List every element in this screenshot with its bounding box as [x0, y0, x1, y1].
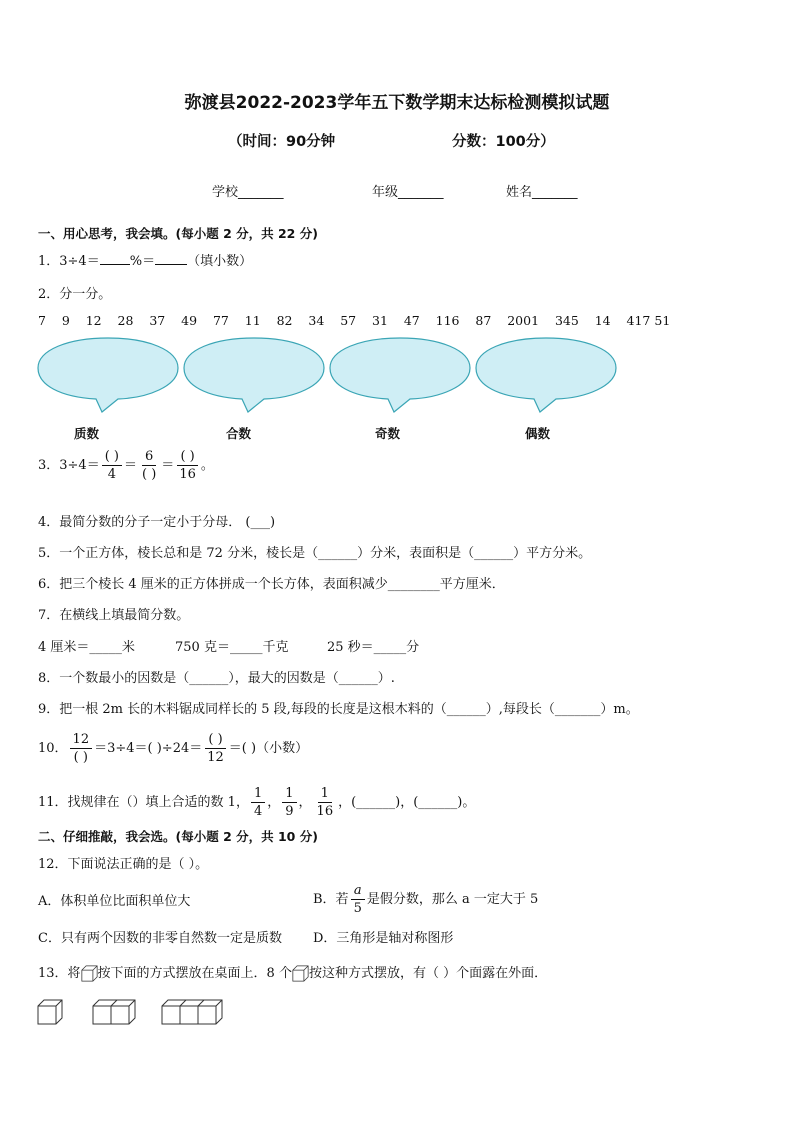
number-item: 34: [308, 313, 325, 328]
number-item: 9: [61, 313, 70, 328]
q3-equals-2: ＝: [161, 458, 175, 473]
q12-optb-fraction: [351, 882, 365, 917]
exam-score: 分数：100分）: [452, 134, 555, 150]
q3-num-2: 6: [142, 448, 156, 466]
q7-item-c: 25 秒＝_____分: [327, 640, 420, 655]
q13-text-a: 13．将: [38, 966, 81, 981]
number-item: 12: [85, 313, 102, 328]
bubble-odd[interactable]: [330, 338, 470, 412]
q11-end: ，(______)，(______)。: [338, 795, 476, 810]
q10-blank-den-1[interactable]: ( ): [73, 750, 88, 765]
q3-den-1: 4: [107, 467, 116, 482]
q12-option-d[interactable]: D．三角形是轴对称图形: [313, 931, 454, 946]
question-4: 4．最简分数的分子一定小于分母． (___): [38, 515, 276, 530]
q10-fraction-2: [204, 731, 227, 766]
q3-prefix: 3．3÷4＝: [38, 458, 100, 473]
number-item: 345: [554, 313, 579, 328]
number-item: 49: [181, 313, 198, 328]
q2-bubbles: [30, 330, 630, 420]
q3-fraction-3: [176, 448, 199, 483]
question-7: 7．在横线上填最简分数。: [38, 608, 190, 623]
q12-optb-num: a: [351, 882, 365, 900]
q11-num-1: 1: [251, 785, 265, 803]
q11-num-3: 1: [318, 785, 332, 803]
bubble-composite[interactable]: [184, 338, 324, 412]
number-item: 51: [654, 313, 671, 328]
q3-blank-num-3[interactable]: ( ): [177, 448, 197, 466]
q10-blank-num-2[interactable]: ( ): [205, 731, 225, 749]
cube-arrangement-2: [93, 1000, 135, 1024]
label-odd: 奇数: [375, 426, 401, 441]
question-11: 11．找规律在（）填上合适的数 1， $\frac{1}{4}$ ， $\frac{1}{9}$ ， $\frac{1}{16}$ ，(______)，(______)。: [38, 786, 476, 819]
number-item: 116: [435, 313, 460, 328]
number-item: 57: [340, 313, 357, 328]
q7-item-b: 750 克＝_____千克: [175, 640, 289, 655]
q3-blank-den-2[interactable]: ( ): [142, 467, 157, 482]
q1-text-a: 1．3÷4＝: [38, 254, 100, 269]
q10-num-1: 12: [70, 731, 93, 749]
section2-heading: 二、仔细推敲，我会选。(每小题 2 分，共 10 分): [38, 829, 318, 844]
q3-blank-num-1[interactable]: ( ): [102, 448, 122, 466]
number-item: 31: [372, 313, 388, 328]
section1-heading: 一、用心思考，我会填。(每小题 2 分，共 22 分): [38, 226, 318, 241]
label-even: 偶数: [525, 426, 551, 441]
number-item: 82: [276, 313, 293, 328]
q11-fraction-3: [314, 785, 337, 820]
grade-field: 年级_______: [372, 185, 444, 200]
question-5: 5．一个正方体，棱长总和是 72 分米，棱长是（______）分米，表面积是（______）平方分米。: [38, 546, 592, 561]
question-9: 9．把一根 2m 长的木料锯成同样长的 5 段,每段的长度是这根木料的（______）,每段长（_______）m。: [38, 702, 639, 717]
q11-fraction-2: [282, 785, 296, 820]
q7-item-a: 4 厘米＝_____米: [38, 640, 135, 655]
q12-optb-suffix: 是假分数，那么 a 一定大于 5: [366, 892, 539, 907]
q11-den-1: 4: [253, 804, 263, 819]
number-item: 77: [212, 313, 229, 328]
q11-prefix: 11．找规律在（）填上合适的数 1，: [38, 795, 249, 810]
question-10: [38, 731, 308, 766]
q11-num-2: 1: [282, 785, 296, 803]
question-13: [38, 962, 547, 982]
question-8: 8．一个数最小的因数是（______），最大的因数是（______）.: [38, 671, 395, 686]
question-12: 12．下面说法正确的是（ ）。: [38, 857, 209, 872]
q13-text-b: 按下面的方式摆放在桌面上．8 个: [97, 966, 292, 981]
q10-fraction-1: [70, 731, 93, 766]
q3-fraction-2: [139, 448, 159, 483]
number-item: 11: [244, 313, 261, 328]
q3-equals: ＝: [124, 458, 138, 473]
q13-text-c: 按这种方式摆放，有（ ）个面露在外面．: [308, 966, 548, 981]
school-field: 学校_______: [212, 185, 284, 200]
q3-end: 。: [200, 458, 214, 473]
q12-option-c[interactable]: C．只有两个因数的非零自然数一定是质数: [38, 931, 282, 946]
bubble-prime[interactable]: [38, 338, 178, 412]
name-field: 姓名_______: [506, 185, 578, 200]
question-1: [38, 250, 252, 269]
question-6: 6．把三个棱长 4 厘米的正方体拼成一个长方体，表面积减少________平方厘米．: [38, 577, 505, 592]
cube-icon: [292, 965, 309, 982]
number-item: 417: [626, 313, 651, 328]
q2-number-list: [38, 313, 670, 328]
exam-time: （时间：90分钟: [228, 134, 336, 150]
q1-blank-2[interactable]: [155, 264, 187, 265]
label-prime: 质数: [74, 426, 100, 441]
q10-prefix: 10．: [38, 741, 68, 756]
q3-den-3: 16: [179, 467, 196, 482]
q12-optb-prefix: B．若: [313, 892, 349, 907]
number-item: 47: [403, 313, 420, 328]
label-composite: 合数: [226, 426, 252, 441]
question-2: 2．分一分。: [38, 287, 112, 302]
q1-blank-1[interactable]: [100, 264, 130, 265]
number-item: 28: [117, 313, 134, 328]
cube-arrangement-1: [38, 1000, 62, 1024]
q3-fraction-1: [102, 448, 122, 483]
q11-den-2: 9: [285, 804, 294, 819]
q12-optb-den: 5: [353, 901, 362, 916]
cube-arrangement-3: [162, 1000, 222, 1024]
q11-fraction-1: [251, 785, 265, 820]
q10-den-2: 12: [207, 750, 224, 765]
q13-cube-arrangements: [36, 998, 236, 1026]
number-item: 14: [594, 313, 611, 328]
q12-option-a[interactable]: A．体积单位比面积单位大: [38, 894, 191, 909]
cube-icon: [81, 965, 98, 982]
q1-text-c: （填小数）: [187, 254, 253, 269]
q1-text-b: %＝: [129, 254, 156, 269]
q10-middle: ＝3÷4＝( )÷24＝: [94, 741, 203, 756]
page-title: 弥渡县2022-2023学年五下数学期末达标检测模拟试题: [184, 93, 610, 113]
question-3: [38, 448, 214, 483]
q12-option-b[interactable]: [313, 882, 538, 917]
number-item: 2001: [507, 313, 540, 328]
number-item: 37: [149, 313, 166, 328]
number-item: 87: [475, 313, 492, 328]
number-item: 7: [38, 313, 46, 328]
q10-end: ＝( )（小数）: [228, 741, 309, 756]
bubble-even[interactable]: [476, 338, 616, 412]
q11-den-3: 16: [316, 804, 334, 819]
